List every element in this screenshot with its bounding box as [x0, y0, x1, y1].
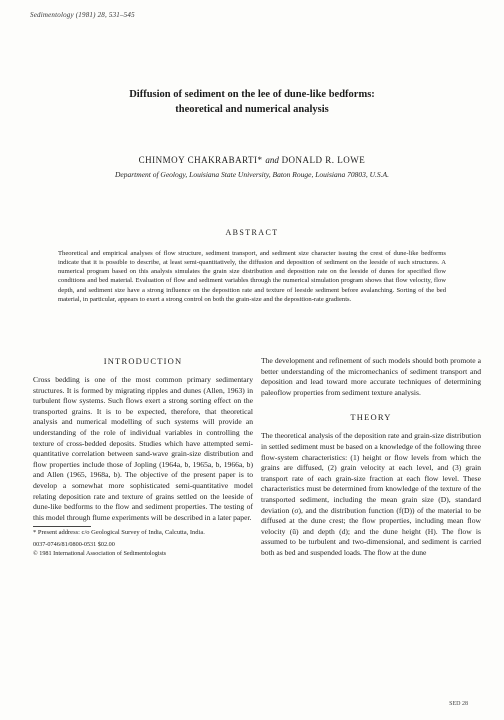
copyright-block	[33, 541, 253, 558]
introduction-heading: INTRODUCTION	[103, 356, 183, 366]
introduction-continuation: The development and refinement of such models should both promote a better understanding of the micromechanics of sediment transport and deposition and lead toward more accurate techniques of determining paleoflow properties from sediment texture analysis.	[261, 356, 481, 397]
author-second: DONALD R. LOWE	[281, 155, 366, 165]
author-first: CHINMOY CHAKRABARTI*	[138, 155, 263, 165]
abstract-heading: ABSTRACT	[225, 228, 279, 237]
theory-body: The theoretical analysis of the deposition rate and grain-size distribution in settled sediment must be based on a knowledge of the following three flow-system characteristics: (1) height or flow levels from which the grains are diffused, (2) grain velocity at each level, and (3) grain transport rate of each grain-size fraction at each flow level. These characteristics must be determined from knowledge of the texture of the transported sediment, including the mean grain size (D), standard deviation (σ), and the distribution function (f(D)) of the material to be diffused at the dune crest; the flow properties, including mean flow velocity (ū) and depth (d); and the dune height (H). The flow is assumed to be turbulent and two-dimensional, and sediment is carried both as bed and suspended loads. The flow at the dune	[261, 431, 481, 557]
title-line-2: theoretical and numerical analysis	[175, 104, 329, 115]
abstract-body: Theoretical and empirical analyses of flow structure, sediment transport, and sediment size character issuing the crest of dune-like bedforms indicate that it is possible to describe, at least semi-quantitatively, the diffusion and deposition of sediment on the leeside of such structures. A numerical program based on this analysis simulates the grain size distribution and deposition rate on the leeside of dunes for specified flow conditions and bed material. Evaluation of flow and sediment variables through the numerical simulation program shows that flow velocity, flow depth, and sediment size have a strong influence on the deposition rate and texture of leeside sediment before avalanching. Sorting of the bed material, in particular, appears to exert a strong control on both the grain-size and the deposition-rate gradients.	[58, 249, 446, 304]
issn-line: 0037-0746/81/0800-0531 $02.00	[33, 541, 115, 549]
paper-title	[40, 87, 464, 117]
author-conjunction: and	[265, 155, 279, 165]
author-footnote: * Present address: c/o Geological Survey of India, Calcutta, India.	[33, 529, 205, 537]
author-affiliation: Department of Geology, Louisiana State University, Baton Rouge, Louisiana 70803, U.S.A.	[115, 170, 389, 179]
theory-heading: THEORY	[350, 412, 392, 423]
journal-reference: Sedimentology (1981) 28, 531–545	[30, 11, 135, 19]
title-line-1: Diffusion of sediment on the lee of dune-like bedforms:	[129, 89, 375, 100]
page-signature: SED 28	[449, 701, 468, 707]
footnote-divider	[33, 526, 91, 527]
introduction-body: Cross bedding is one of the most common primary sedimentary structures. It is formed by migrating ripples and dunes (Allen, 1963) in turbulent flow systems. Such flows exert a strong sorting effect on the transported grains. It is to be expected, therefore, that theoretical analysis and numerical modelling of such systems will provide an understanding of the role of individual variables in controlling the texture of cross-bedded deposits. Studies which have attempted semi-quantitative correlation between sand-wave grain-size distribution and flow properties include those of Jopling (1964a, b, 1965a, b, 1966a, b) and Allen (1965, 1968a, b). The objective of the present paper is to develop a somewhat more sophisticated semi-quantitative model relating deposition rate and texture of grains settled on the leeside of dune-like bedforms to the flow and sediment properties. The testing of this model through flume experiments will be described in a later paper.	[33, 375, 253, 522]
left-column	[33, 356, 253, 558]
right-column	[261, 356, 481, 559]
copyright-line: © 1981 International Association of Sedimentologists	[33, 549, 167, 557]
author-list	[40, 155, 464, 165]
